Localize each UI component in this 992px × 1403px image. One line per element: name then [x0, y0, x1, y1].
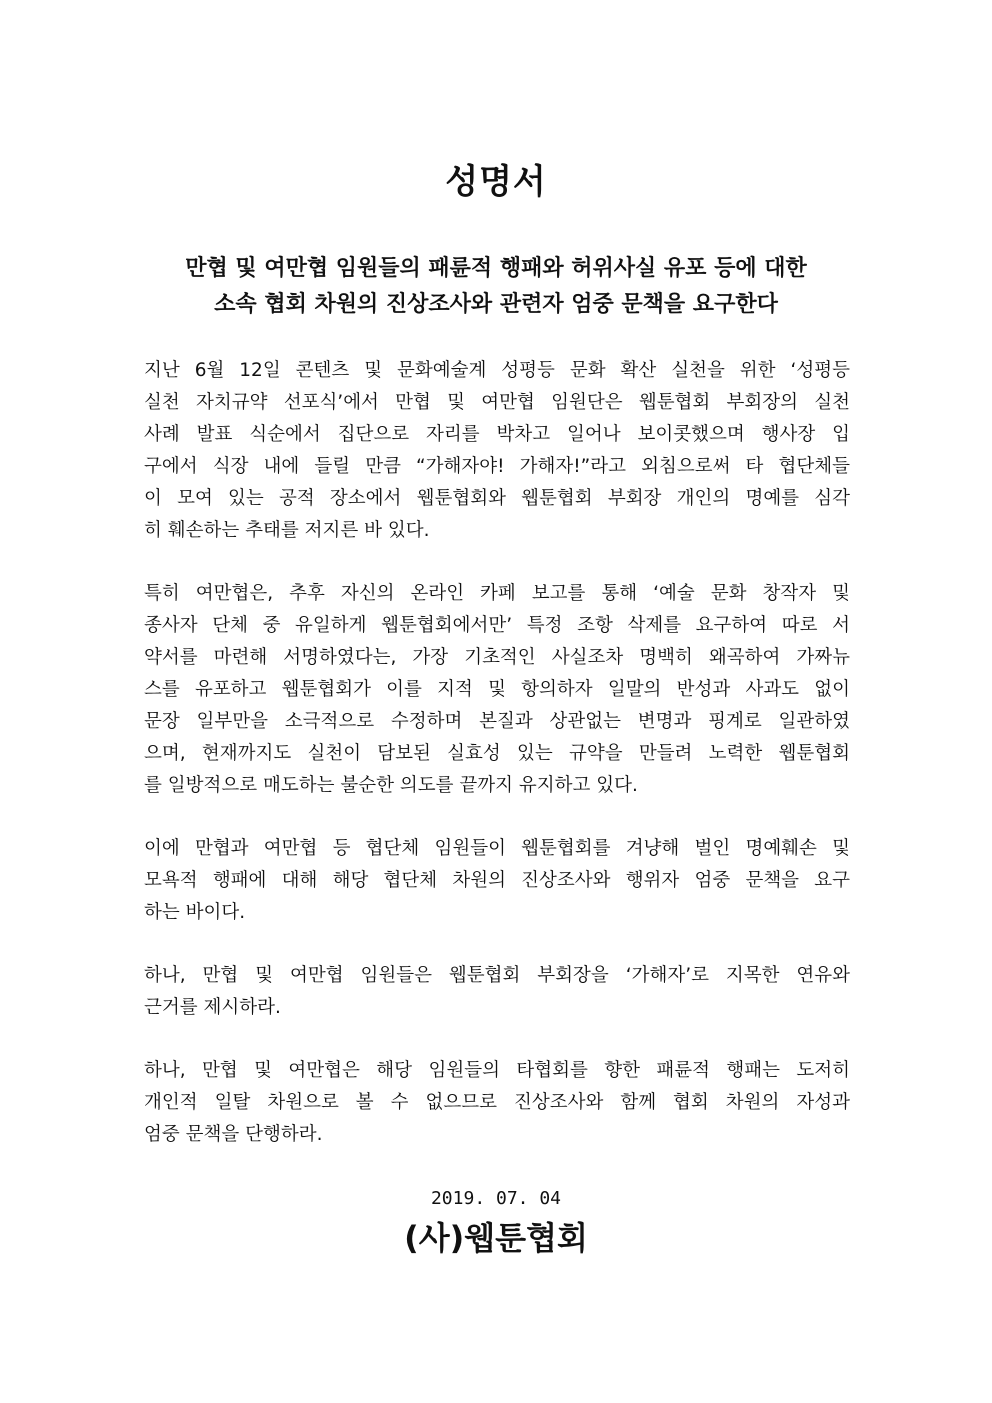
- text-line: 지난 6월 12일 콘텐츠 및 문화예술계 성평등 문화 확산 실천을 위한 ‘성평등: [144, 360, 850, 381]
- statement-body: [144, 355, 850, 1182]
- text-line: 모욕적 행패에 대해 해당 협단체 차원의 진상조사와 행위자 엄중 문책을 요구: [144, 870, 850, 891]
- text-line: 이에 만협과 여만협 등 협단체 임원들이 웹툰협회를 겨냥해 벌인 명예훼손 및: [144, 838, 850, 859]
- paragraph-false-report: [144, 578, 850, 802]
- text-line: 하나, 만협 및 여만협은 해당 임원들의 타협회를 향한 패륜적 행패는 도저히: [144, 1060, 850, 1081]
- statement-date: 2019. 07. 04: [430, 1188, 562, 1209]
- text-line: 를 일방적으로 매도하는 불순한 의도를 끝까지 유지하고 있다.: [144, 775, 638, 796]
- text-line: 실천 자치규약 선포식’에서 만협 및 여만협 임원단은 웹툰협회 부회장의 실천: [144, 392, 850, 413]
- text-line: 하는 바이다.: [144, 902, 246, 923]
- text-line: 구에서 식장 내에 들릴 만큼 “가해자야! 가해자!”라고 외침으로써 타 협단체들: [144, 456, 850, 477]
- organization-signature: (사)웹툰협회: [404, 1219, 588, 1257]
- text-line: 약서를 마련해 서명하였다는, 가장 기초적인 사실조차 명백히 왜곡하여 가짜뉴: [144, 647, 850, 668]
- text-line: 스를 유포하고 웹툰협회가 이를 지적 및 항의하자 일말의 반성과 사과도 없이: [144, 679, 850, 700]
- text-line: 히 훼손하는 추태를 저지른 바 있다.: [144, 520, 430, 541]
- text-line: 문장 일부만을 소극적으로 수정하며 본질과 상관없는 변명과 핑계로 일관하였: [144, 711, 850, 732]
- paragraph-demand-1: [144, 960, 850, 1024]
- subtitle-line: 소속 협회 차원의 진상조사와 관련자 엄중 문책을 요구한다: [214, 292, 778, 317]
- document-subtitle: [0, 251, 992, 323]
- text-line: 특히 여만협은, 추후 자신의 온라인 카페 보고를 통해 ‘예술 문화 창작자 및: [144, 583, 850, 604]
- text-line: 하나, 만협 및 여만협 임원들은 웹툰협회 부회장을 ‘가해자’로 지목한 연유와: [144, 965, 850, 986]
- text-line: 이 모여 있는 공적 장소에서 웹툰협회와 웹툰협회 부회장 개인의 명예를 심각: [144, 488, 850, 509]
- text-line: 으며, 현재까지도 실천이 담보된 실효성 있는 규약을 만들려 노력한 웹툰협회: [144, 743, 850, 764]
- text-line: 개인적 일탈 차원으로 볼 수 없으므로 진상조사와 함께 협회 차원의 자성과: [144, 1092, 850, 1113]
- subtitle-line: 만협 및 여만협 임원들의 패륜적 행패와 허위사실 유포 등에 대한: [185, 256, 807, 281]
- text-line: 종사자 단체 중 유일하게 웹툰협회에서만’ 특정 조항 삭제를 요구하여 따로 서: [144, 615, 850, 636]
- text-line: 엄중 문책을 단행하라.: [144, 1124, 323, 1145]
- document-title: 성명서: [445, 162, 547, 202]
- text-line: 사례 발표 식순에서 집단으로 자리를 박차고 일어나 보이콧했으며 행사장 입: [144, 424, 850, 445]
- text-line: 근거를 제시하라.: [144, 997, 281, 1018]
- paragraph-incident: [144, 355, 850, 547]
- paragraph-demand: [144, 833, 850, 929]
- paragraph-demand-2: [144, 1055, 850, 1151]
